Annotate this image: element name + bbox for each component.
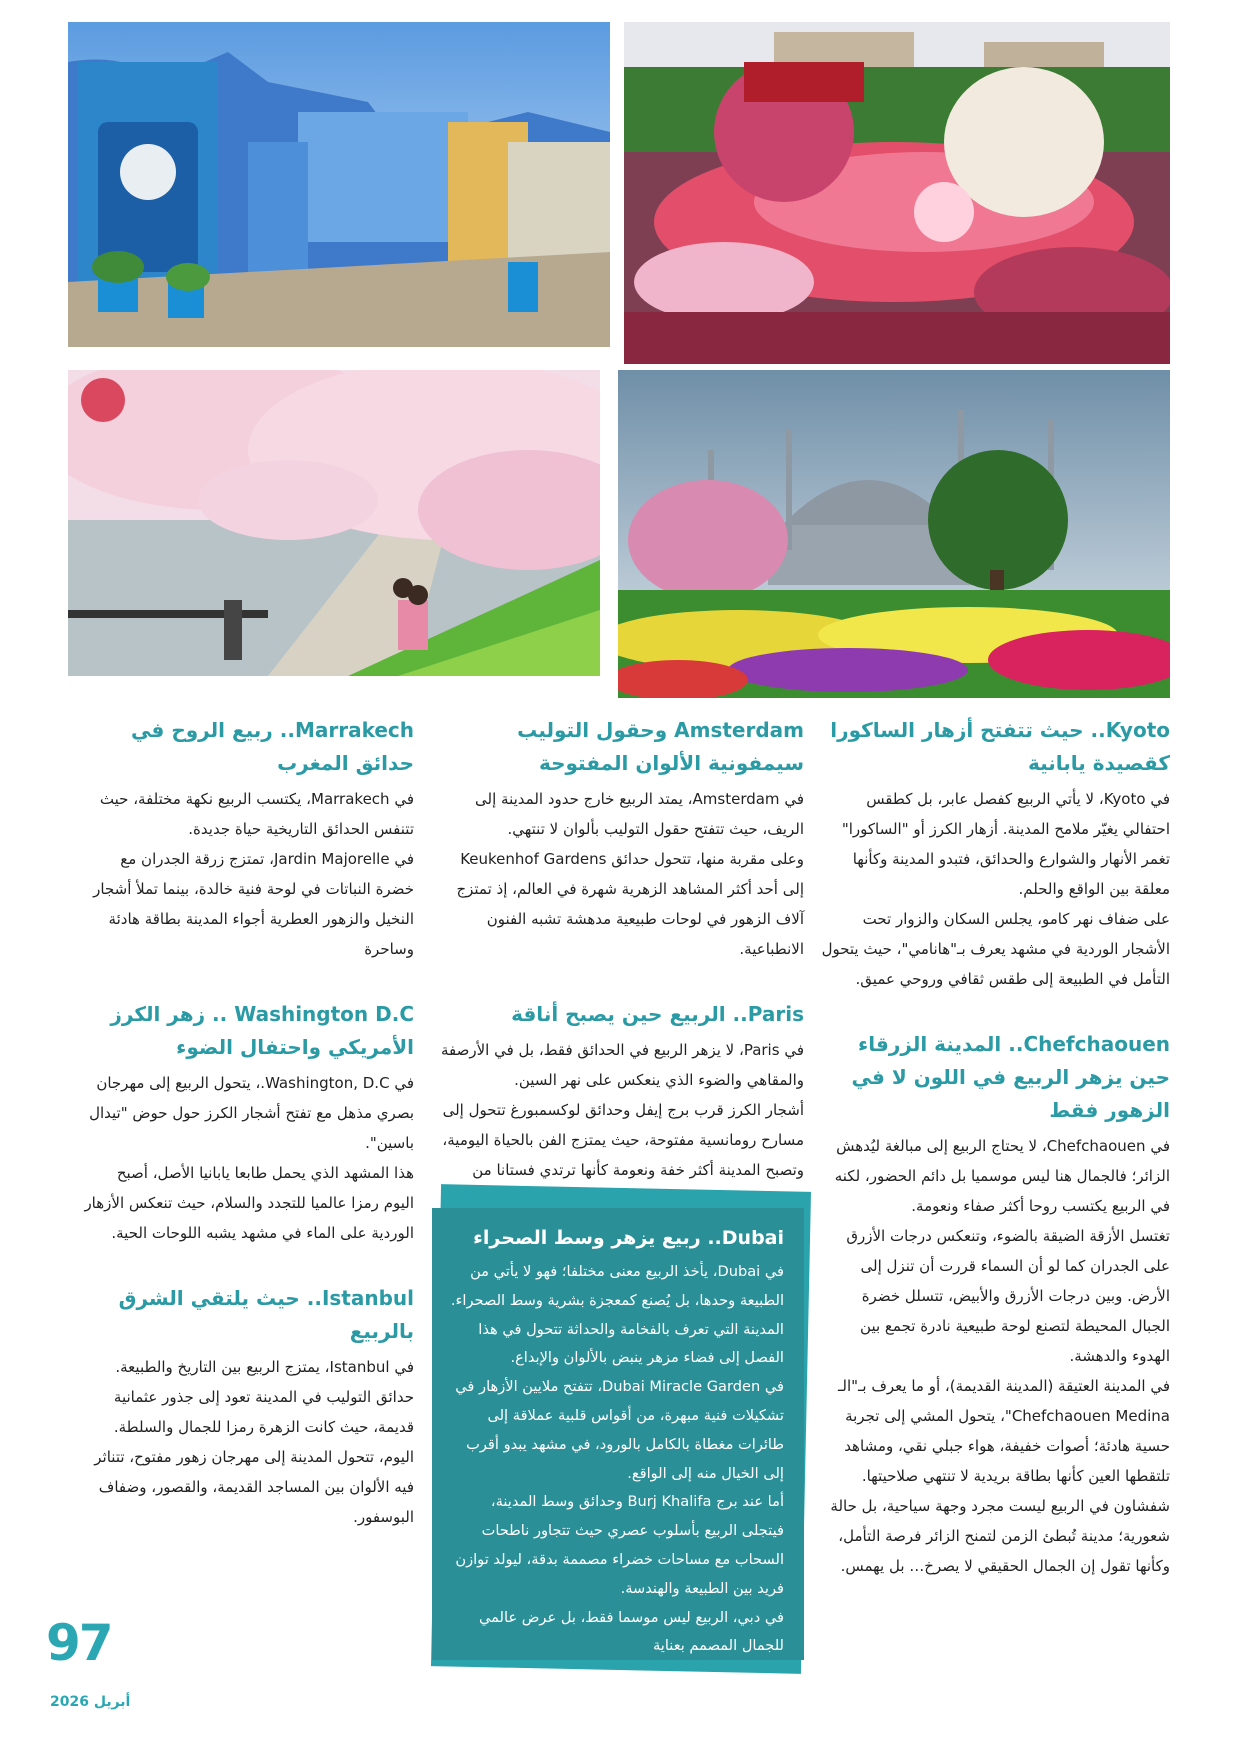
left-column xyxy=(84,714,414,1532)
paris-paragraph-2: أشجار الكرز قرب برج إيفل وحدائق لوكسمبورغ تتحول إلى مسارح رومانسية مفتوحة، حيث يمتزج الفن بالحياة اليومية، وتصبح المدينة أكثر خفة ونعومة كأنها ترتدي فستانا من xyxy=(442,1101,804,1179)
dubai-paragraph-1: في Dubai، يأخذ الربيع معنى مختلفا؛ فهو لا يأتي من الطبيعة وحدها، بل يُصنع كمعجزة بشرية وسط الصحراء. المدينة التي تعرف بالفخامة والحداثة تتحول في هذا الفصل إلى فضاء مزهر ينبض بالألوان والإبداع. xyxy=(450,1263,784,1367)
amsterdam-paragraph-2: وعلى مقربة منها، تتحول حدائق Keukenhof Gardens إلى أحد أكثر المشاهد الزهرية شهرة في العالم، إذ تمتزج آلاف الزهور في لوحات طبيعية مدهشة تشبه الفنون الانطباعية. xyxy=(456,850,804,958)
washington-paragraph-2: هذا المشهد الذي يحمل طابعا يابانيا الأصل، أصبح اليوم رمزا عالميا للتجدد والسلام، حيث تنعكس الأزهار الوردية على الماء في مشهد يشبه اللوحات الحية. xyxy=(84,1164,414,1242)
chefchaouen-paragraph-3: في المدينة العتيقة (المدينة القديمة)، أو ما يعرف بـ"الـ Chefchaouen Medina"، يتحول المشي إلى تجربة حسية هادئة؛ أصوات خفيفة، هواء جبلي نقي، ومشاهد تلتقطها العين كأنها بطاقة بريدية لا تنتهي صلاحيتها. xyxy=(837,1377,1170,1485)
istanbul-paragraph-2: حدائق التوليب في المدينة تعود إلى جذور عثمانية قديمة، حيث كانت الزهرة رمزا للجمال والسلطة. xyxy=(113,1388,414,1436)
dubai-paragraph-4: في دبي، الربيع ليس موسما فقط، بل عرض عالمي للجمال المصمم بعناية xyxy=(478,1608,784,1655)
paris-paragraph-1: في Paris، لا يزهر الربيع في الحدائق فقط، بل في الأرصفة والمقاهي والضوء الذي ينعكس على نهر السين. xyxy=(440,1041,804,1089)
istanbul-title: Istanbul.. حيث يلتقي الشرق بالربيع xyxy=(118,1286,414,1343)
washington-paragraph-1: في Washington, D.C.، يتحول الربيع إلى مهرجان بصري مذهل مع تفتح أشجار الكرز حول حوض "تيدال باسين". xyxy=(89,1074,414,1152)
dubai-title: Dubai.. ربيع يزهر وسط الصحراء xyxy=(473,1227,784,1249)
issue-date: أبريل 2026 xyxy=(50,1694,131,1710)
dubai-paragraph-2: في Dubai Miracle Garden، تتفتح ملايين الأزهار في تشكيلات فنية مبهرة، من أقواس قلبية عملاقة إلى طائرات مغطاة بالكامل بالورود، في مشهد يبدو أقرب إلى الخيال منه إلى الواقع. xyxy=(455,1378,784,1482)
marrakech-section xyxy=(84,714,414,964)
chefchaouen-section xyxy=(820,1028,1170,1581)
kyoto-title: Kyoto.. حيث تتفتح أزهار الساكورا كقصيدة يابانية xyxy=(830,718,1170,775)
istanbul-paragraph-1: في Istanbul، يمتزج الربيع بين التاريخ والطبيعة. xyxy=(115,1358,414,1376)
washington-section xyxy=(84,998,414,1248)
istanbul-section xyxy=(84,1282,414,1532)
dubai-box xyxy=(432,1208,804,1660)
chefchaouen-title: Chefchaouen.. المدينة الزرقاء حين يزهر الربيع في اللون لا في الزهور فقط xyxy=(851,1032,1170,1122)
kyoto-section xyxy=(820,714,1170,994)
amsterdam-section xyxy=(440,714,804,964)
middle-column xyxy=(440,714,804,1215)
washington-title: Washington D.C .. زهر الكرز الأمريكي واحتفال الضوء xyxy=(110,1002,414,1059)
kyoto-photo xyxy=(68,370,600,676)
marrakech-paragraph-2: في Jardin Majorelle، تمتزج زرقة الجدران مع خضرة النباتات في لوحة فنية خالدة، بينما تملأ أشجار النخيل والزهور العطرية أجواء المدينة بطاقة هادئة وساحرة xyxy=(93,850,414,958)
dubai-paragraph-3: أما عند برج Burj Khalifa وحدائق وسط المدينة، فيتجلى الربيع بأسلوب عصري حيث تتجاور ناطحات السحاب مع مساحات خضراء مصممة بدقة، ليولد توازن فريد بين الطبيعة والهندسة. xyxy=(455,1493,784,1597)
marrakech-title: Marrakech.. ربيع الروح في حدائق المغرب xyxy=(131,718,414,775)
paris-section xyxy=(440,998,804,1215)
dubai-garden-photo xyxy=(624,22,1170,364)
kyoto-paragraph-1: في Kyoto، لا يأتي الربيع كفصل عابر، بل كطقس احتفالي يغيّر ملامح المدينة. أزهار الكرز أو "الساكورا" تغمر الأنهار والشوارع والحدائق، فتبدو المدينة وكأنها معلقة بين الواقع والحلم. xyxy=(841,790,1170,898)
amsterdam-title: Amsterdam وحقول التوليب سيمفونية الألوان المفتوحة xyxy=(517,718,804,775)
page-number: 97 xyxy=(46,1614,112,1672)
right-column xyxy=(820,714,1170,1581)
paris-title: Paris.. الربيع حين يصبح أناقة xyxy=(511,1002,804,1026)
marrakech-paragraph-1: في Marrakech، يكتسب الربيع نكهة مختلفة، حيث تتنفس الحدائق التاريخية حياة جديدة. xyxy=(99,790,414,838)
istanbul-paragraph-3: اليوم، تتحول المدينة إلى مهرجان زهور مفتوح، تتناثر فيه الألوان بين المساجد القديمة، والقصور، وضفاف البوسفور. xyxy=(94,1448,414,1526)
kyoto-paragraph-2: على ضفاف نهر كامو، يجلس السكان والزوار تحت الأشجار الوردية في مشهد يعرف بـ"هانامي"، حيث يتحول التأمل في الطبيعة إلى طقس ثقافي وروحي عميق. xyxy=(821,910,1170,988)
chefchaouen-paragraph-4: شفشاون في الربيع ليست مجرد وجهة سياحية، بل حالة شعورية؛ مدينة تُبطئ الزمن لتمنح الزائر فرصة التأمل، وكأنها تقول إن الجمال الحقيقي لا يصرخ… بل يهمس. xyxy=(830,1497,1170,1575)
chefchaouen-paragraph-2: تغتسل الأزقة الضيقة بالضوء، وتنعكس درجات الأزرق على الجدران كما لو أن السماء قررت أن تنزل إلى الأرض. وبين درجات الأزرق والأبيض، تتسلل خضرة الجبال المحيطة لتصنع لوحة طبيعية نادرة تجمع بين الهدوء والدهشة. xyxy=(846,1227,1170,1365)
chefchaouen-photo xyxy=(68,22,610,347)
chefchaouen-paragraph-1: في Chefchaouen، لا يحتاج الربيع إلى مبالغة ليُدهش الزائر؛ فالجمال هنا ليس موسميا بل دائم الحضور، لكنه في الربيع يكتسب روحا أكثر صفاء ونعومة. xyxy=(834,1137,1170,1215)
amsterdam-paragraph-1: في Amsterdam، يمتد الربيع خارج حدود المدينة إلى الريف، حيث تتفتح حقول التوليب بألوان لا تنتهي. xyxy=(475,790,804,838)
istanbul-photo xyxy=(618,370,1170,698)
